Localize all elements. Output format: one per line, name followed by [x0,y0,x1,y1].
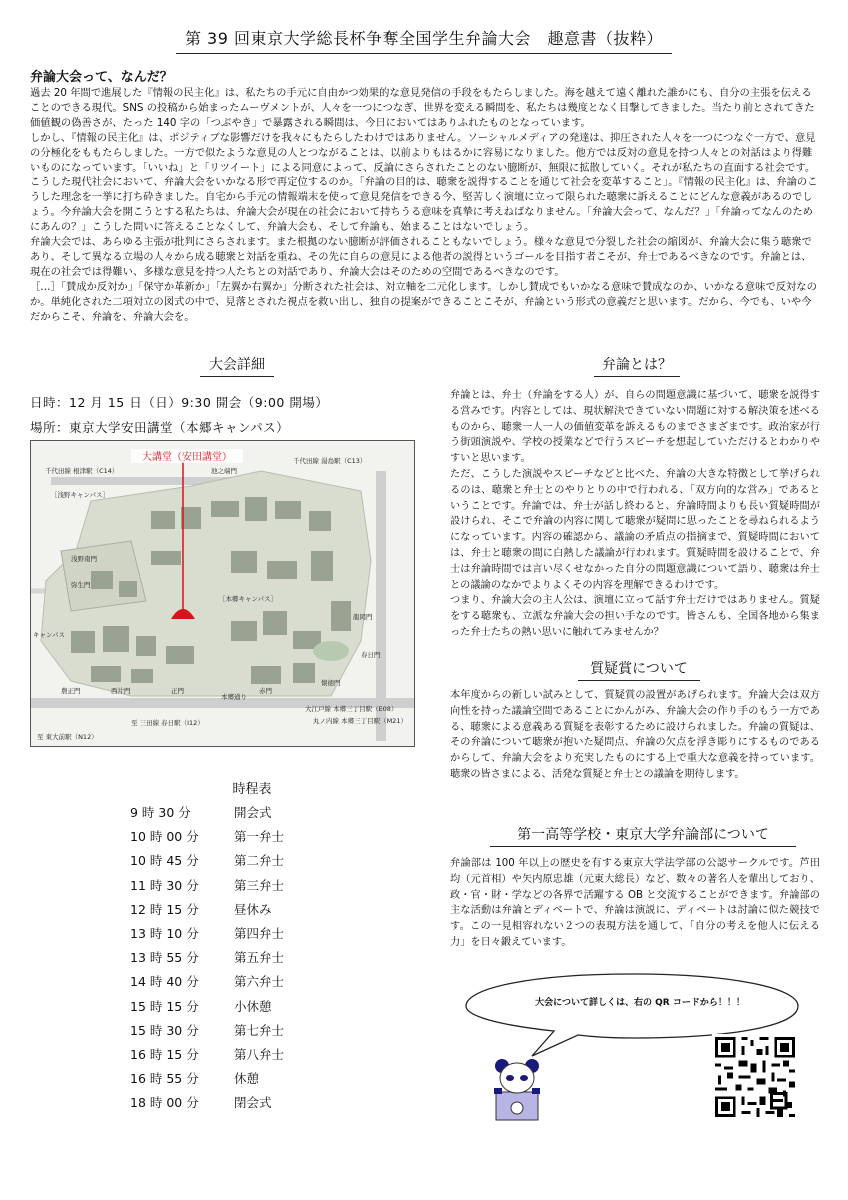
map-label: 大江戸線 本郷三丁目駅（E08） [305,705,398,713]
schedule-row [130,921,360,945]
schedule-row [130,897,360,921]
campus-map-graphic [31,441,414,746]
schedule-event: 第五弁士 [234,950,285,966]
details-heading: 大会詳細 [200,354,274,377]
speech-body [450,388,820,641]
schedule-row [130,969,360,993]
schedule-time: 16 時 55 分 [130,1071,199,1087]
schedule-time: 12 時 15 分 [130,901,199,917]
document-title: 第 39 回東京大学総長杯争奪全国学生弁論大会 趣意書（抜粋） [176,26,672,54]
map-label: ［本郷キャンパス］ [219,595,278,603]
speech-paragraph: つまり、弁論大会の主人公は、演壇に立って話す弁士だけではありません。質疑をする聴衆も、立派な弁論大会の担い手なのです。皆さんも、全国各地から集まった弁士たちの熱い思いに触れてみませんか？ [450,595,820,638]
schedule-event: 休憩 [234,1071,260,1087]
schedule-row [130,1066,360,1090]
event-venue: 場所：東京大学安田講堂（本郷キャンパス） [30,420,290,435]
map-label: 千代田線 根津駅（C14） [45,467,119,475]
schedule-event: 開会式 [234,805,272,821]
map-label: 龍岡門 [353,613,373,621]
map-label: 春日門 [361,651,381,659]
schedule-event: 第一弁士 [234,829,285,845]
schedule-row [130,1042,360,1066]
schedule-event: 閉会式 [234,1095,272,1111]
map-label: 池之端門 [211,467,237,475]
map-label: 至 東大前駅（N12） [37,733,98,741]
intro-paragraph: しかし、『情報の民主化』は、ポジティブな影響だけを我々にもたらしたわけではありません。ソーシャルメディアの発達は、抑圧された人々を一つにつなぐ一方で、意見の分極化をももたらしました。一方で似たような意見の人とつながることは、以前よりもはるかに容易になりました。他方では反対の意見を持つ人々との対話はより得難いものになっています。「いいね」と「リツイート」による同意によって、反論にさらされたことのない臆断が、無限に拡散していく。それが私たちの直面する社会です。 [30,131,816,174]
speech-paragraph: ただ、こうした演説やスピーチなどと比べた、弁論の大きな特徴として挙げられるのは、聴衆と弁士とのやりとりの中で行われる、「双方向的な営み」であるということです。弁論では、弁士が話し終わると、弁論時間よりも長い質疑時間が設けられ、そこで弁論の内容に関して聴衆が疑問に思ったことを尋ねられるようになっています。内容の確認から、議論の矛盾点の指摘まで、質疑時間においては、弁士と聴衆の間に白熱した議論が行われます。質疑時間を設けることで、弁士は弁論時間では言い尽くせなかった自分の問題意識について語り、聴衆は弁士との議論のなかでよりよくその内容を理解できるわけです。 [450,468,820,591]
schedule-event: 第三弁士 [234,877,285,893]
club-body: 弁論部は 100 年以上の歴史を有する東京大学法学部の公認サークルです。芦田均（元首相）や矢内原忠雄（元東大総長）など、数々の著名人を輩出しており、政・官・財・学などの各界で活躍する OB と交流することができます。弁論部の主な活動は弁論とディベートで、弁論は演説に、ディベートは討論に似た競技です。この一見相容れない２つの表現方法を通して、「自分の考えを他人に伝える力」を日々鍛えています。 [450,858,820,948]
intro-paragraph: こうした現代社会において、弁論大会をいかなる形で再定位するのか。「弁論の目的は、聴衆を説得することを通じて社会を変革すること」。『情報の民主化』は、弁論のこうした理念を一挙に打ち砕きました。自宅から手元の情報端末を使って意見発信をできる今、堅苦しく演壇に立って限られた聴衆に訴えることにどんな意義があるのでしょう。今弁論大会を開こうとする私たちは、弁論大会が現在の社会において持ちうる意味を真摯に考えねばなりません。「弁論大会って、なんだ？」「弁論ってなんのためにあんの？」こうした問いに答えることなくして、弁論大会も、そして弁論も、始まることはないでしょう。 [30,176,818,234]
map-label: 至 三田線 春日駅（I12） [131,719,204,727]
schedule-time: 15 時 15 分 [130,998,199,1014]
map-label: 赤門 [259,687,272,695]
schedule-row [130,994,360,1018]
schedule-time: 13 時 10 分 [130,926,199,942]
schedule-title: 時程表 [232,782,272,797]
speech-paragraph: 弁論とは、弁士（弁論をする人）が、自らの問題意識に基づいて、聴衆を説得する営みです。内容としては、現状解決できていない問題に対する解決策を述べるものから、聴衆一人一人の価値変革を訴えるものまでさまざまです。政治家が行う街頭演説や、学校の授業などで行うスピーチを想起していただけるとわかりやすいと思います。 [450,390,820,465]
intro-paragraph: 弁論大会では、あらゆる主張が批判にさらされます。また根拠のない臆断が評価されることもないでしょう。様々な意見で分裂した社会の縮図が、弁論大会に集う聴衆であり、そして異なる立場の人々から成る聴衆と対話を重ね、その先に自らの意見による他者の説得というゴールを目指す者こそが、弁士であるべきなのです。弁論とは、現在の社会では得難い、多様な意見を持つ人たちとの対話であり、弁論大会はそのための空間であるべきなのです。 [30,236,812,278]
map-label: 弥生門 [71,581,91,589]
schedule-row [130,1018,360,1042]
schedule-row [130,873,360,897]
map-label: 浅野南門 [71,555,97,563]
intro-paragraph: ［…］「賛成か反対か」「保守か革新か」「左翼か右翼か」分断された社会は、対立軸を二元化します。しかし賛成でもいかなる意味で賛成なのか、いかなる意味で反対なのか。単純化された二項対立の図式の中で、見落とされた視点を救い出し、独自の提案ができることこそが、弁論という形式の意義だと思います。だから、今でも、いや今だからこそ、弁論を、弁論大会を。 [30,280,817,323]
schedule-row [130,1090,360,1114]
schedule-time: 9 時 30 分 [130,805,191,821]
schedule-time: 10 時 00 分 [130,829,199,845]
schedule-time: 10 時 45 分 [130,853,199,869]
map-venue-label: 大講堂（安田講堂） [142,452,232,463]
callout-text: 大会について詳しくは、右の QR コードから！！！ [535,998,745,1008]
schedule-event: 第八弁士 [234,1046,285,1062]
schedule-table [130,800,360,1114]
schedule-time: 15 時 30 分 [130,1022,199,1038]
schedule-event: 第六弁士 [234,974,285,990]
map-label: 千代田線 湯島駅（C13） [293,457,367,465]
speech-heading: 弁論とは？ [594,354,680,377]
award-body: 本年度からの新しい試みとして、質疑賞の設置があげられます。弁論大会は双方向性を持った議論空間であることにかんがみ、弁論大会の作り手のもう一方である、聴衆による意義ある質疑を表彰するために設けられました。弁論の質疑は、その弁論について聴衆が抱いた疑問点、弁論の欠点を浮き彫りにするものであるからして、弁論大会をより充実したものにする上で重大な意義を持っています。聴衆の皆さまによる、活発な質疑と弁士との議論を期待します。 [450,690,820,780]
panda-mascot-icon [482,1052,552,1122]
map-label: 西片門 [111,687,131,695]
schedule-time: 13 時 55 分 [130,950,199,966]
map-label: 本郷通り [221,693,247,701]
schedule-row [130,824,360,848]
intro-body [30,86,820,325]
schedule-row [130,800,360,824]
intro-paragraph: 過去 20 年間で進展した『情報の民主化』は、私たちの手元に自由かつ効果的な意見発信の手段をもたらしました。海を越えて遠く離れた誰かにも、自分の主張を伝えることのできる現代。SNS の投稿から始まったムーヴメントが、人々を一つにつなぎ、世界を変える瞬間を、私たちは幾度となく目撃してきました。当たり前とされてきた価値観の偽善さが、たった 140 字の「つぶやき」で暴露される瞬間は、今日においてはありふれたものとなっています。 [30,87,815,129]
schedule-event: 昼休み [234,901,272,917]
intro-heading: 弁論大会って、なんだ？ [30,70,173,85]
map-label: ［浅野キャンパス］ [51,491,110,499]
map-label: 正門 [171,687,184,695]
schedule-time: 16 時 15 分 [130,1046,199,1062]
map-label: キャンパス [33,631,66,639]
club-heading: 第一高等学校・東京大学弁論部について [490,824,796,847]
campus-map [30,440,415,747]
map-label: 懐徳門 [321,679,341,687]
schedule-event: 小休憩 [234,998,272,1014]
qr-code-icon[interactable] [712,1034,798,1120]
schedule-row [130,848,360,872]
award-heading: 質疑賞について [578,658,700,681]
schedule-event: 第七弁士 [234,1022,285,1038]
schedule-event: 第四弁士 [234,926,285,942]
schedule-time: 14 時 40 分 [130,974,199,990]
schedule-row [130,945,360,969]
schedule-time: 18 時 00 分 [130,1095,199,1111]
map-label: 丸ノ内線 本郷三丁目駅（M21） [313,717,407,725]
event-datetime: 日時：12 月 15 日（日）9:30 開会（9:00 開場） [30,395,329,410]
map-label: 農正門 [61,687,81,695]
schedule-event: 第二弁士 [234,853,285,869]
schedule-time: 11 時 30 分 [130,877,199,893]
